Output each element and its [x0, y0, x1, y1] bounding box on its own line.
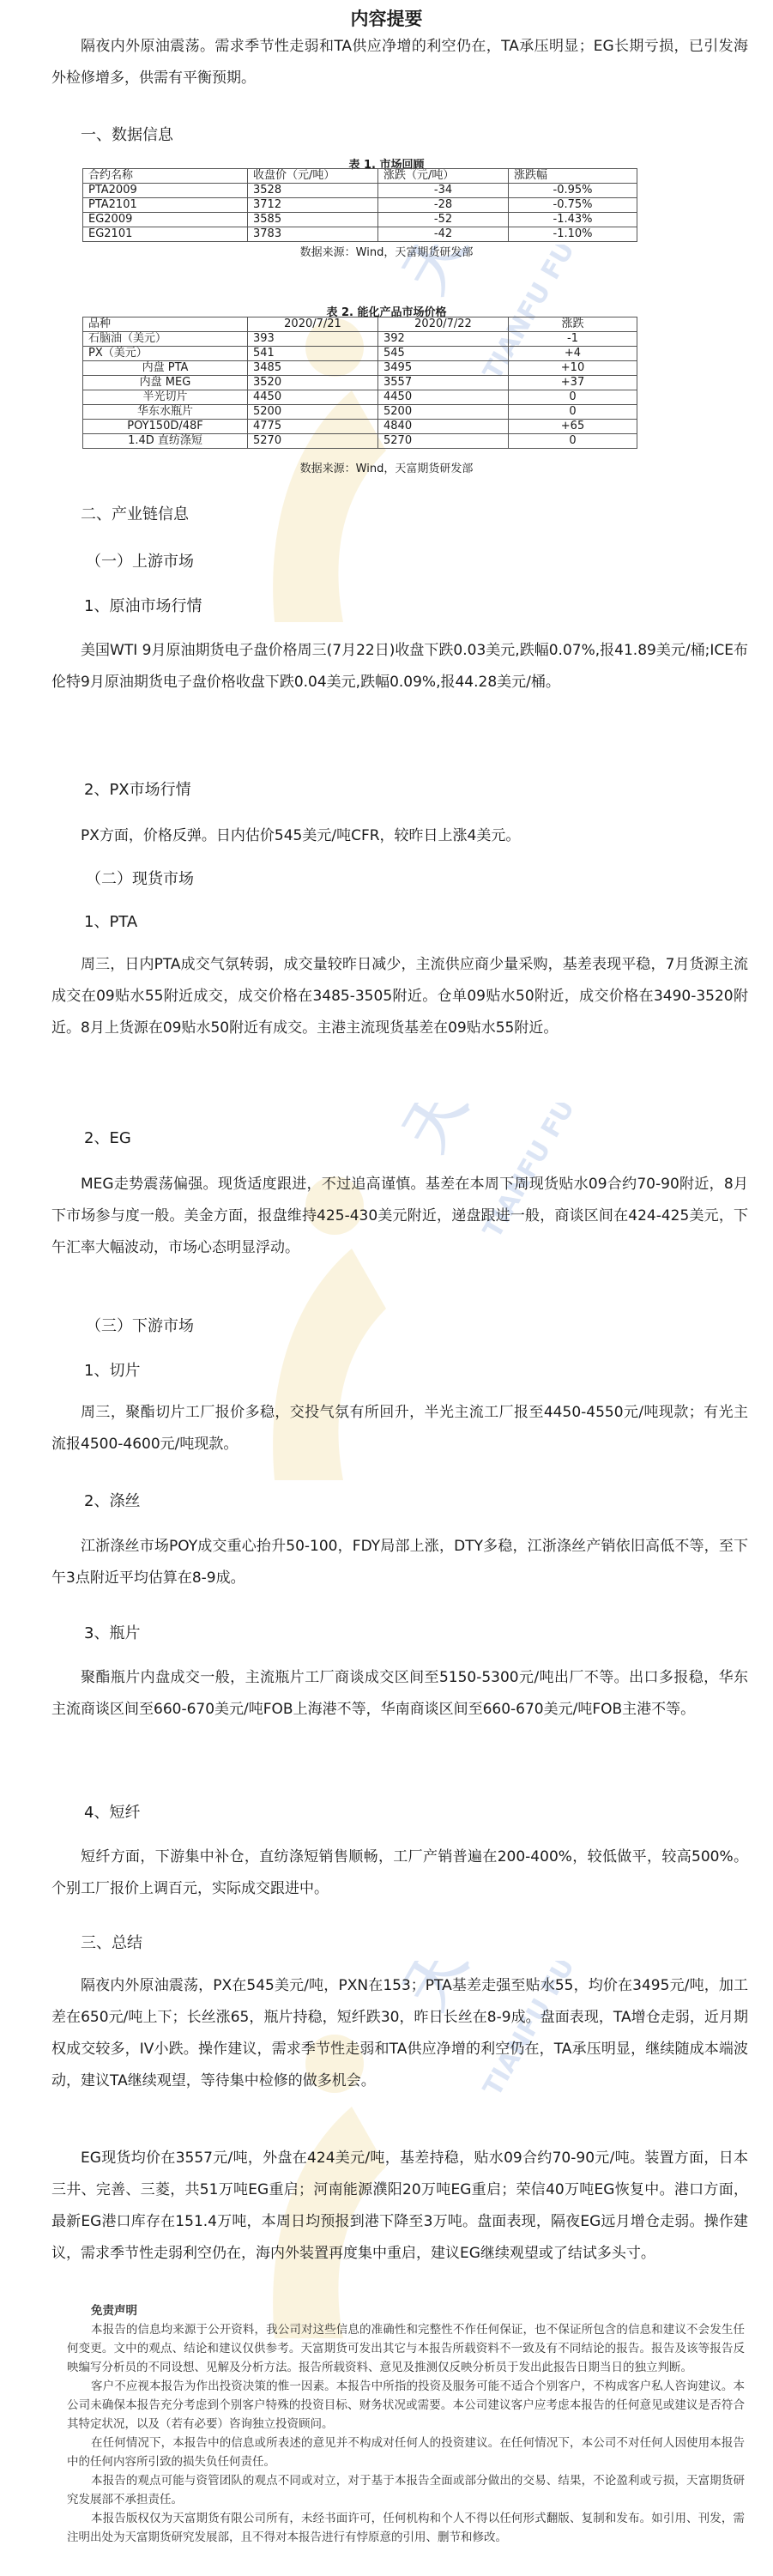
table-cell: +65 — [509, 420, 637, 434]
table-cell: 3585 — [248, 213, 378, 227]
table-cell: PTA2101 — [83, 198, 248, 213]
summary-paragraph-pta: 隔夜内外原油震荡，PX在545美元/吨，PXN在153；PTA基差走强至贴水55，均价在3495元/吨，加工差在650元/吨上下；长丝涨65，瓶片持稳，短纤跌30，昨日长丝在8-9成。盘面表现，TA增仓走弱，近月期权成交较多，IV小跌。操作建议，需求季节性走弱和TA供应净增的利空仍在，TA承压明显，继续随成本端波动，建议TA继续观望，等待集中检修的做多机会。 — [51, 1977, 748, 2089]
table-cell: 0 — [509, 434, 637, 449]
watermark-en: TIANFU — [477, 1135, 558, 1243]
table-cell: 541 — [248, 347, 378, 361]
table-cell: PX（美元） — [83, 347, 248, 361]
table-cell: -42 — [378, 227, 509, 242]
table-cell: 3712 — [248, 198, 378, 213]
table-cell: 3557 — [378, 376, 509, 390]
pta-paragraph: 周三，日内PTA成交气氛转弱，成交量较昨日减少，主流供应商少量采购，基差表现平稳，7月货源主流成交在09贴水55附近成交，成交价格在3485-3505附近。仓单09贴水50附近，成交价格在3490-3520附近。8月上货源在09贴水50附近有成交。主港主流现货基差在09贴水55附近。 — [51, 956, 748, 1037]
item-heading-crude: 1、原油市场行情 — [84, 597, 202, 615]
table-row — [83, 434, 637, 449]
table-cell: 石脑油（美元） — [83, 332, 248, 347]
table-cell: 1.4D 直纺涤短 — [83, 434, 248, 449]
table-cell: -0.95% — [509, 184, 637, 198]
table-cell: -34 — [378, 184, 509, 198]
table-cell: -52 — [378, 213, 509, 227]
table-row — [83, 361, 637, 376]
table-cell: POY150D/48F — [83, 420, 248, 434]
disclaimer-paragraph: 本报告版权仅为天富期货有限公司所有，未经书面许可，任何机构和个人不得以任何形式翻版、复制和发布。如引用、刊发，需注明出处为天富期货研究发展部，且不得对本报告进行有悖原意的引用、删节和修改。 — [67, 2512, 745, 2544]
table-cell: +37 — [509, 376, 637, 390]
table-row — [83, 213, 637, 227]
table-cell: 5270 — [378, 434, 509, 449]
disclaimer-paragraph: 本报告的信息均来源于公开资料，我公司对这些信息的准确性和完整性不作任何保证，也不保证所包含的信息和建议不会发生任何变更。文中的观点、结论和建议仅供参考。天富期货可发出其它与本报告所载资料不一致及有不同结论的报告。报告及该等报告反映编写分析员的不同设想、见解及分析方法。报告所载资料、意见及推测仅反映分析员于发出此报告日期当日的独立判断。 — [67, 2323, 745, 2374]
table-header-cell: 品种 — [83, 317, 248, 332]
watermark-en: TIANFU — [477, 277, 558, 385]
px-paragraph: PX方面，价格反弹。日内估价545美元/吨CFR，较昨日上涨4美元。 — [81, 827, 521, 844]
table-cell: 内盘 MEG — [83, 376, 248, 390]
crude-paragraph: 美国WTI 9月原油期货电子盘价格周三(7月22日)收盘下跌0.03美元,跌幅0.07%,报41.89美元/桶;ICE布伦特9月原油期货电子盘价格收盘下跌0.04美元,跌幅0.09%,报44.28美元/桶。 — [51, 642, 748, 691]
table-header-cell: 2020/7/21 — [248, 317, 378, 332]
table-header-cell: 涨跌 — [509, 317, 637, 332]
disclaimer-paragraph: 本报告的观点可能与资管团队的观点不同或对立，对于基于本报告全面或部分做出的交易、结果，不论盈利或亏损，天富期货研究发展部不承担责任。 — [67, 2474, 745, 2506]
table-cell: 3520 — [248, 376, 378, 390]
page-title: 内容提要 — [350, 9, 423, 29]
product-price-table — [82, 317, 637, 449]
subsection-heading-upstream: （一）上游市场 — [86, 553, 194, 571]
table-header-row — [83, 169, 637, 184]
table-cell: -1.43% — [509, 213, 637, 227]
item-heading-chip: 1、切片 — [84, 1362, 141, 1380]
table-cell: -28 — [378, 198, 509, 213]
table-cell: 3528 — [248, 184, 378, 198]
table-header-cell: 涨跌幅 — [509, 169, 637, 184]
table-header-cell: 涨跌（元/吨） — [378, 169, 509, 184]
section-heading-data: 一、数据信息 — [81, 126, 173, 144]
yarn-paragraph: 江浙涤丝市场POY成交重心抬升50-100，FDY局部上涨，DTY多稳，江浙涤丝产销依旧高低不等，至下午3点附近平均估算在8-9成。 — [51, 1538, 748, 1587]
table-cell: 4450 — [378, 390, 509, 405]
subsection-heading-downstream: （三）下游市场 — [86, 1317, 194, 1335]
table-row — [83, 332, 637, 347]
table-row — [83, 227, 637, 242]
table-cell: 5200 — [378, 405, 509, 420]
table-cell: 华东水瓶片 — [83, 405, 248, 420]
table-cell: 392 — [378, 332, 509, 347]
summary-paragraph-eg: EG现货均价在3557元/吨，外盘在424美元/吨，基差持稳，贴水09合约70-90元/吨。装置方面，日本三井、完善、三菱，共51万吨EG重启；河南能源濮阳20万吨EG重启；荣信40万吨EG恢复中。港口方面，最新EG港口库存在151.4万吨，本周日均预报到港下降至3万吨。盘面表现，隔夜EG远月增仓走弱。操作建议，需求季节性走弱利空仍在，海内外装置再度集中重启，建议EG继续观望或了结试多头寸。 — [51, 2150, 748, 2262]
table-cell: 内盘 PTA — [83, 361, 248, 376]
table-cell: 5200 — [248, 405, 378, 420]
fiber-paragraph: 短纤方面，下游集中补仓，直纺涤短销售顺畅，工厂产销普遍在200-400%，较低做平，较高500%。个别工厂报价上调百元，实际成交跟进中。 — [51, 1848, 748, 1897]
item-heading-yarn: 2、涤丝 — [84, 1492, 141, 1510]
summary-paragraph: 隔夜内外原油震荡。需求季节性走弱和TA供应净增的利空仍在，TA承压明显；EG长期亏损，已引发海外检修增多，供需有平衡预期。 — [51, 38, 748, 87]
item-heading-fiber: 4、短纤 — [84, 1804, 141, 1822]
subsection-heading-spot: （二）现货市场 — [86, 870, 194, 888]
disclaimer-paragraph: 在任何情况下，本报告中的信息或所表述的意见并不构成对任何人的投资建议。在任何情况下，本公司不对任何人因使用本报告中的任何内容所引致的损失负任何责任。 — [67, 2436, 745, 2469]
disclaimer-title: 免责声明 — [91, 2304, 137, 2318]
table-row — [83, 184, 637, 198]
table-header-cell: 合约名称 — [83, 169, 248, 184]
eg-paragraph: MEG走势震荡偏强。现货适度跟进，不过追高谨慎。基差在本周下周现货贴水09合约70-90附近，8月下市场参与度一般。美金方面，报盘维持425-430美元附近，递盘跟进一般，商谈区间在424-425美元，下午汇率大幅波动，市场心态明显浮动。 — [51, 1176, 748, 1256]
item-heading-bottle: 3、瓶片 — [84, 1624, 141, 1642]
table-row — [83, 390, 637, 405]
table-cell: -1.10% — [509, 227, 637, 242]
table-row — [83, 420, 637, 434]
table-header-cell: 2020/7/22 — [378, 317, 509, 332]
table-cell: 393 — [248, 332, 378, 347]
table-cell: +4 — [509, 347, 637, 361]
table-cell: 0 — [509, 405, 637, 420]
table-cell: 545 — [378, 347, 509, 361]
table-row — [83, 376, 637, 390]
table-header-cell: 收盘价（元/吨） — [248, 169, 378, 184]
watermark-en: TIANFU — [477, 1993, 558, 2101]
table-cell: PTA2009 — [83, 184, 248, 198]
table-cell: 0 — [509, 390, 637, 405]
table-cell: 3485 — [248, 361, 378, 376]
market-review-table — [82, 168, 637, 242]
bottle-paragraph: 聚酯瓶片内盘成交一般，主流瓶片工厂商谈成交区间至5150-5300元/吨出厂不等。出口多报稳，华东主流商谈区间至660-670美元/吨FOB上海港不等，华南商谈区间至660-670美元/吨FOB主港不等。 — [51, 1669, 748, 1718]
disclaimer — [67, 2301, 745, 2547]
table-row — [83, 347, 637, 361]
table-cell: 5270 — [248, 434, 378, 449]
table-row — [83, 405, 637, 420]
table-cell: EG2009 — [83, 213, 248, 227]
table1-source: 数据来源：Wind，天富期货研发部 — [299, 246, 474, 259]
table-cell: 4840 — [378, 420, 509, 434]
item-heading-eg: 2、EG — [84, 1129, 131, 1147]
table-row — [83, 198, 637, 213]
table1-caption: 表 1. 市场回顾 — [348, 159, 425, 172]
table-cell: -0.75% — [509, 198, 637, 213]
disclaimer-paragraph: 客户不应视本报告为作出投资决策的惟一因素。本报告中所指的投资及服务可能不适合个别客户，不构成客户私人咨询建议。本公司未确保本报告充分考虑到个别客户特殊的投资目标、财务状况或需要。本公司建议客户应考虑本报告的任何意见或建议是否符合其特定状况，以及（若有必要）咨询独立投资顾问。 — [67, 2379, 745, 2431]
table-cell: 4775 — [248, 420, 378, 434]
table2-source: 数据来源：Wind，天富期货研发部 — [299, 463, 474, 475]
chip-paragraph: 周三，聚酯切片工厂报价多稳，交投气氛有所回升，半光主流工厂报至4450-4550元/吨现款；有光主流报4500-4600元/吨现款。 — [51, 1404, 748, 1453]
table2-caption: 表 2. 能化产品市场价格 — [326, 306, 447, 319]
watermark-text — [390, 1103, 572, 1162]
table-cell: EG2101 — [83, 227, 248, 242]
table-cell: 4450 — [248, 390, 378, 405]
table-header-row — [83, 317, 637, 332]
table-cell: -1 — [509, 332, 637, 347]
table-cell: 3783 — [248, 227, 378, 242]
table-cell: +10 — [509, 361, 637, 376]
table-cell: 3495 — [378, 361, 509, 376]
item-heading-pta: 1、PTA — [84, 913, 138, 931]
item-heading-px: 2、PX市场行情 — [84, 781, 191, 799]
section-heading-summary: 三、总结 — [81, 1934, 142, 1952]
section-heading-industry: 二、产业链信息 — [81, 505, 189, 523]
table-cell: 半光切片 — [83, 390, 248, 405]
